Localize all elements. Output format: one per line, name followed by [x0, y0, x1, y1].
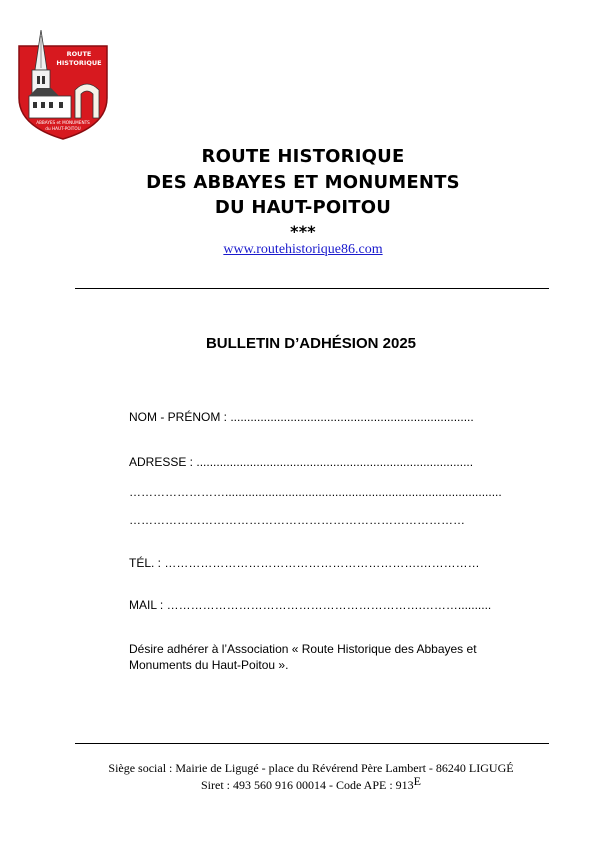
header-divider — [75, 288, 549, 289]
svg-text:du HAUT-POITOU: du HAUT-POITOU — [45, 126, 81, 131]
title-line-1: ROUTE HISTORIQUE — [201, 146, 405, 167]
title-line-2: DES ABBAYES ET MONUMENTS — [146, 172, 460, 193]
address-line-2[interactable]: ……………………................................................................................... — [129, 485, 502, 499]
association-logo — [17, 28, 109, 140]
membership-statement: Désire adhérer à l’Association « Route Historique des Abbayes et Monuments du Haut-Poitou ». — [129, 642, 477, 672]
address-line-3[interactable]: ………………………………………………………………………… — [129, 513, 465, 527]
form-heading: BULLETIN D’ADHÉSION 2025 — [205, 335, 417, 352]
siret-text: Siret : 493 560 916 00014 - Code APE : 913 — [200, 778, 414, 792]
name-field[interactable]: NOM - PRÉNOM : ......................................................................... — [129, 410, 474, 424]
footer-siret — [0, 774, 606, 793]
website-link[interactable]: www.routehistorique86.com — [223, 242, 383, 257]
title-line-3: DU HAUT-POITOU — [214, 197, 392, 218]
title-stars: *** — [290, 222, 316, 241]
svg-text:HISTORIQUE: HISTORIQUE — [56, 59, 102, 67]
phone-field[interactable]: TÉL. : ……………………………………………………….…………… — [129, 556, 480, 570]
svg-text:ABBAYES et MONUMENTS: ABBAYES et MONUMENTS — [36, 120, 90, 125]
ape-suffix: E — [413, 774, 421, 788]
svg-text:ROUTE: ROUTE — [66, 50, 92, 58]
footer-divider — [75, 743, 549, 744]
address-field[interactable]: ADRESSE : ................................................................................... — [129, 455, 474, 469]
footer-address: Siège social : Mairie de Ligugé - place du Révérend Père Lambert - 86240 LIGUGÉ — [108, 761, 514, 775]
mail-field[interactable]: MAIL : ……………………………………………………….……….......... — [129, 598, 492, 612]
